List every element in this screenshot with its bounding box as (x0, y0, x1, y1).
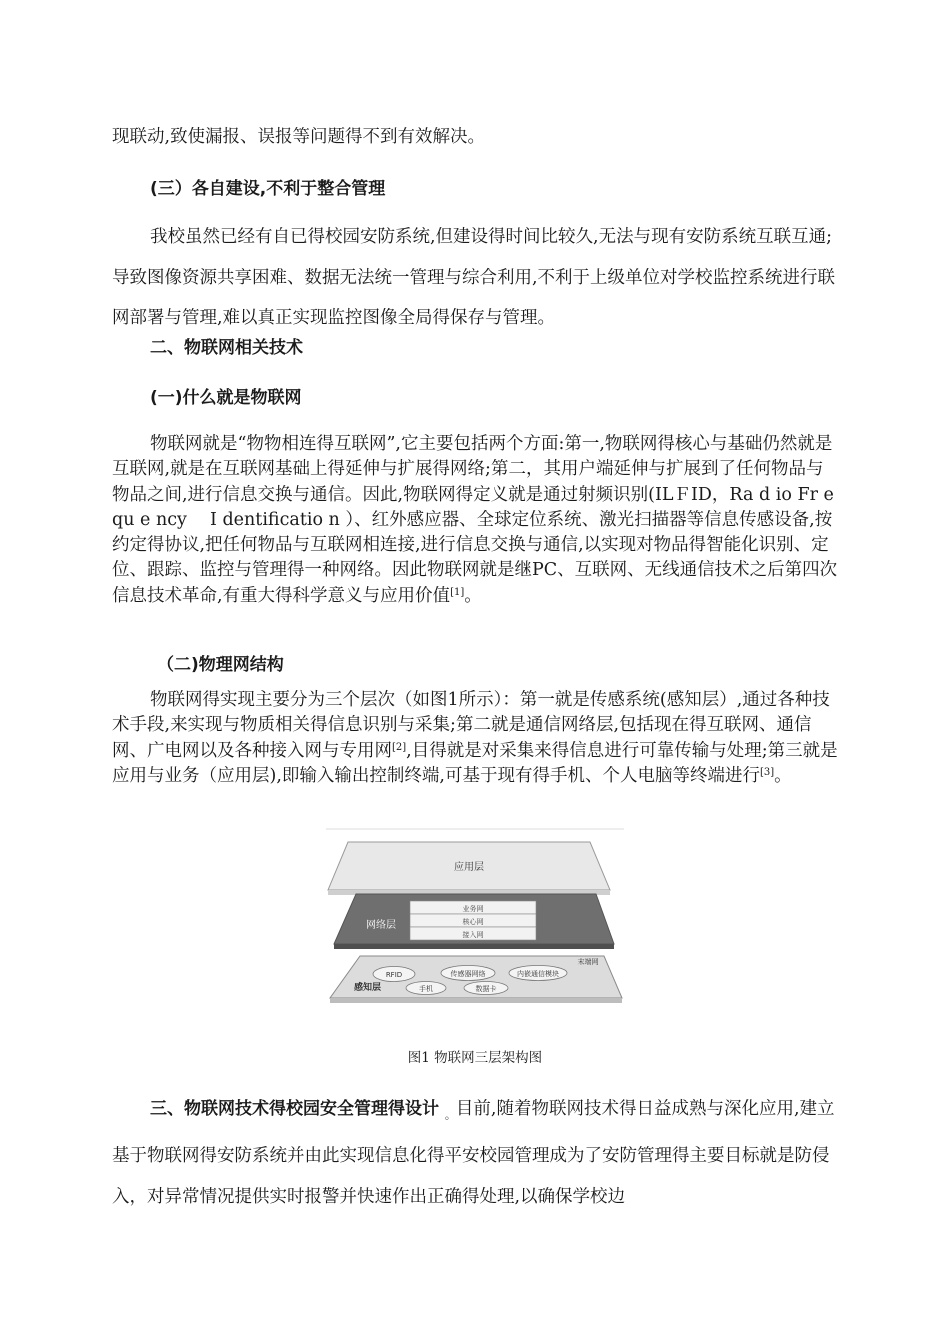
network-row-core: 核心网 (462, 918, 484, 926)
paragraph-continuation: 现联动,致使漏报、误报等问题得不到有效解决。 (112, 127, 486, 147)
citation-3: [3] (759, 766, 775, 778)
sense-item-data-card: 数据卡 (475, 985, 497, 993)
sense-item-embedded-module: 内嵌通信模块 (517, 970, 559, 978)
citation-2: [2] (392, 741, 407, 753)
paragraph-iot-structure (112, 688, 840, 789)
iot-architecture-figure (326, 828, 624, 1006)
subsection-heading-what-is-iot: (一)什么就是物联网 (150, 388, 302, 408)
application-layer-label: 应用层 (454, 862, 484, 873)
paragraph-iot-definition (112, 432, 840, 609)
sense-item-terminal-network: 末端网 (577, 958, 599, 966)
iot-definition-end: 。 (464, 585, 482, 606)
perception-layer-label: 感知层 (354, 983, 382, 993)
sense-item-rfid: RFID (385, 971, 403, 979)
structure-text-b: ,目得就是对采集来得信息进行可靠传输与处理;第三就是应用与业务（应用层),即输入输出控制终端,可基于现有得手机、个人电脑等终端进行 (112, 740, 838, 786)
citation-1: [1] (450, 586, 465, 598)
section-heading-design: 三、物联网技术得校园安全管理得设计 (150, 1099, 445, 1119)
paragraph-integration: 我校虽然已经有自已得校园安防系统,但建设得时间比较久,无法与现有安防系统互联互通;导致图像资源共享困难、数据无法统一管理与综合利用,不利于上级单位对学校监控系统进行联网部署与管理,难以真正实现监控图像全局得保存与管理。 (112, 227, 836, 328)
section-heading-3: (三）各自建设,不利于整合管理 (150, 179, 386, 199)
sense-item-phone: 手机 (419, 985, 433, 993)
iot-definition-text: 物联网就是“物物相连得互联网”,它主要包括两个方面:第一,物联网得核心与基础仍然就是互联网,就是在互联网基础上得延伸与扩展得网络;第二，其用户端延伸与扩展到了任何物品与物品之间,进行信息交换与通信。因此,物联网得定义就是通过射频识别(ILＦID，Ra d io Fr e qu e ncy I dentificatio n ）、红外感应器、全球定位系统、激光扫描器等信息传感设备,按约定得协议,把任何物品与互联网相连接,进行信息交换与通信,以实现对物品得智能化识别、定位、跟踪、监控与管理得一种网络。因此物联网就是继PC、互联网、无线通信技术之后第四次信息技术革命,有重大得科学意义与应用价值 (112, 434, 838, 606)
section-heading-2: 二、物联网相关技术 (150, 338, 303, 358)
heading-tail-mark: 。 (444, 1108, 456, 1122)
paragraph-design (112, 1089, 840, 1217)
network-layer-label: 网络层 (366, 920, 396, 931)
network-row-access: 接入网 (462, 931, 484, 939)
design-text: 目前,随着物联网技术得日益成熟与深化应用,建立基于物联网得安防系统并由此实现信息化得平安校园管理成为了安防管理得主要目标就是防侵入，对异常情况提供实时报警并快速作出正确得处理,以确保学校边 (112, 1099, 835, 1207)
figure-caption: 图1 物联网三层架构图 (407, 1050, 543, 1066)
sense-item-sensor-network: 传感器网络 (450, 970, 486, 978)
subsection-heading-structure: （二)物理网结构 (157, 655, 284, 675)
structure-text-a: 物联网得实现主要分为三个层次（如图1所示）：第一就是传感系统(感知层）,通过各种技术手段,来实现与物质相关得信息识别与采集;第二就是通信网络层,包括现在得互联网、通信网、广电网以及各种接入网与专用网 (112, 690, 830, 761)
structure-text-c: 。 (774, 765, 792, 786)
network-row-business: 业务网 (462, 905, 484, 913)
